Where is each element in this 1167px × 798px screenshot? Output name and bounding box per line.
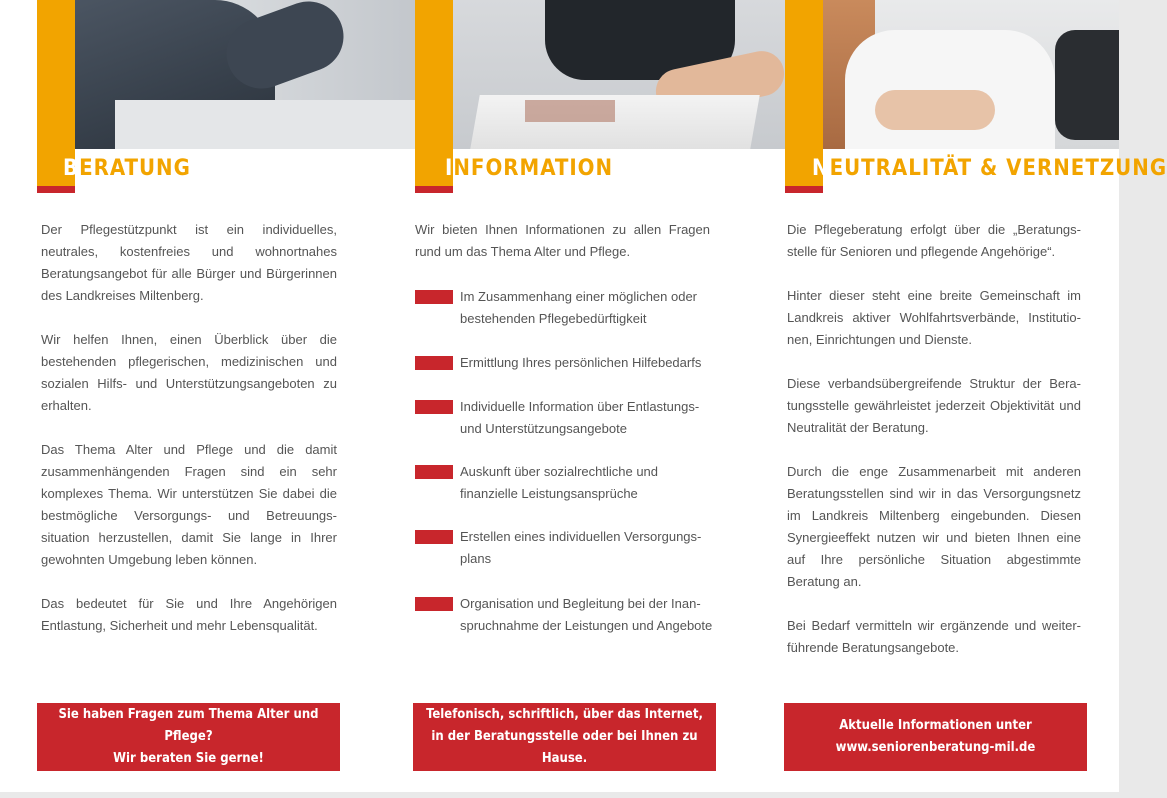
photo-brochure-reading (415, 0, 785, 149)
paragraph: Das bedeutet für Sie und Ihre Angehörigen Entlastung, Sicherheit und mehr Lebensqualität. (41, 596, 337, 633)
paragraph: Hinter dieser steht eine breite Gemeinschaft im Landkreis aktiver Wohlfahrtsverbände, Institutionen, Einrichtungen und Dienste. (787, 288, 1081, 347)
accent-bar-red (785, 186, 823, 193)
bullet-marker (415, 530, 453, 544)
bullet-marker (415, 465, 453, 479)
paragraph: Bei Bedarf vermitteln wir ergänzende und weiterführende Beratungsangebote. (787, 618, 1081, 655)
bullet-marker (415, 290, 453, 304)
photo-consultation (75, 0, 415, 149)
paragraph: Wir helfen Ihnen, einen Überblick über die bestehenden pflegerischen, medizinischen und sozialen Hilfs- und Unterstützungsangeboten zu erhalten. (41, 332, 337, 413)
bullet-marker (415, 597, 453, 611)
paragraph: Diese verbandsübergreifende Struktur der Beratungsstelle gewährleistet jederzeit Objektivität und Neutralität der Beratung. (787, 376, 1081, 435)
heading-information: INFORMATION (445, 156, 614, 181)
paragraph: Das Thema Alter und Pflege und die damit zusammenhängenden Fragen sind ein sehr komplexes Thema. Wir unterstützen Sie dabei die bestmögliche Versorgungs- und Betreuungssituation herzustellen, damit Sie lange in Ihrer gewohnten Umgebung leben können. (41, 442, 337, 567)
accent-bar-red (415, 186, 453, 193)
heading-beratung: BERATUNG (63, 156, 191, 181)
brochure-page: BERATUNG Der Pflegestützpunkt ist ein individuelles, neutrales, kostenfreies und wohnortnahes Beratungsangebot für alle Bürger und Bürgerinnen des Landkreises Miltenberg. Wir helfen Ihnen, einen Überblick über die bestehenden pflegerischen, medizinischen und sozialen Hilfs- und Unterstützungsangeboten zu erhalten. Das Thema Alter und Pflege und die damit zusammenhängenden Fragen sind ein sehr komplexes Thema. Wir unterstützen Sie dabei die bestmögliche Versorgungs- und Betreuungssituation herzustellen, damit Sie lange in Ihrer gewohnten Umgebung leben können. Das bedeutet für Sie und Ihre Angehörigen Entlastung, Sicherheit und mehr Lebensqualität. Sie haben Fragen zum Thema Alter und Pflege? Wir beraten Sie gerne! INFORMATION Wir bieten Ihnen Informationen zu allen Fragen rund um das Thema Alter und Pflege. Im Zusammenhang einer möglichen oder bestehenden Pflegebedürftigkeit Ermittlung Ihres persönlichen Hilfebedarfs Individuelle Information über Entlastungs- und Unterstützungsangebote Auskunft über sozialrechtliche und finanzielle Leistungsansprüche Erstellen eines individuellen Versorgungsplans Organisation und Begleitung bei der Inanspruchnahme der Leistungen und Angebote Telefonisch, schriftlich, über das Internet, in der Beratungsstelle oder bei Ihnen zu Hause. NEUTRALITÄT & VERNETZUNG Die Pflegeberatung erfolgt über die „Beratungsstelle für Senioren und pflegende Angehörige“. Hinter dieser steht eine breite Gemeinschaft im Landkreis aktiver Wohlfahrtsverbände, Institutionen, Einrichtungen und Dienste. Diese verbandsübergreifende Struktur der Beratungsstelle gewährleistet jederzeit Objektivität und Neutralität der Beratung. Durch die enge Zusammenarbeit mit anderen Beratungsstellen sind wir in das Versorgungsnetz im Landkreis Miltenberg eingebunden. Diesen Synergieeffekt nutzen wir und bieten Ihnen eine auf Ihre persönliche Situation abgestimmte Beratung an. Bei Bedarf vermitteln wir ergänzende und weiterführende Beratungsangebote. Aktuelle Informationen unter www.seniorenberatung-mil.de (0, 0, 1119, 792)
photo-woman-chair (785, 0, 1119, 149)
paragraph: Der Pflegestützpunkt ist ein individuelles, neutrales, kostenfreies und wohnortnahes Beratungsangebot für alle Bürger und Bürgerinnen des Landkreises Miltenberg. (41, 222, 337, 303)
heading-neutralitaet-vernetzung: NEUTRALITÄT & VERNETZUNG (812, 156, 1167, 181)
cta-box-information: Telefonisch, schriftlich, über das Internet, in der Beratungsstelle oder bei Ihnen zu Hause. (413, 703, 716, 771)
cta-box-website: Aktuelle Informationen unter www.seniorenberatung-mil.de (784, 703, 1087, 771)
website-link[interactable]: www.seniorenberatung-mil.de (835, 740, 1036, 755)
information-intro: Wir bieten Ihnen Informationen zu allen Fragen rund um das Thema Alter und Pflege. (415, 222, 710, 259)
neutralitaet-text (787, 219, 1081, 681)
paragraph: Die Pflegeberatung erfolgt über die „Beratungsstelle für Senioren und pflegende Angehörige“. (787, 222, 1081, 259)
beratung-text (41, 219, 337, 659)
cta-box-beratung: Sie haben Fragen zum Thema Alter und Pflege? Wir beraten Sie gerne! (37, 703, 340, 771)
accent-bar-red (37, 186, 75, 193)
bullet-marker (415, 356, 453, 370)
bullet-marker (415, 400, 453, 414)
paragraph: Durch die enge Zusammenarbeit mit anderen Beratungsstellen sind wir in das Versorgungsnetz im Landkreis Miltenberg eingebunden. Diesen Synergieeffekt nutzen wir und bieten Ihnen eine auf Ihre persönliche Situation abgestimmte Beratung an. (787, 464, 1081, 589)
